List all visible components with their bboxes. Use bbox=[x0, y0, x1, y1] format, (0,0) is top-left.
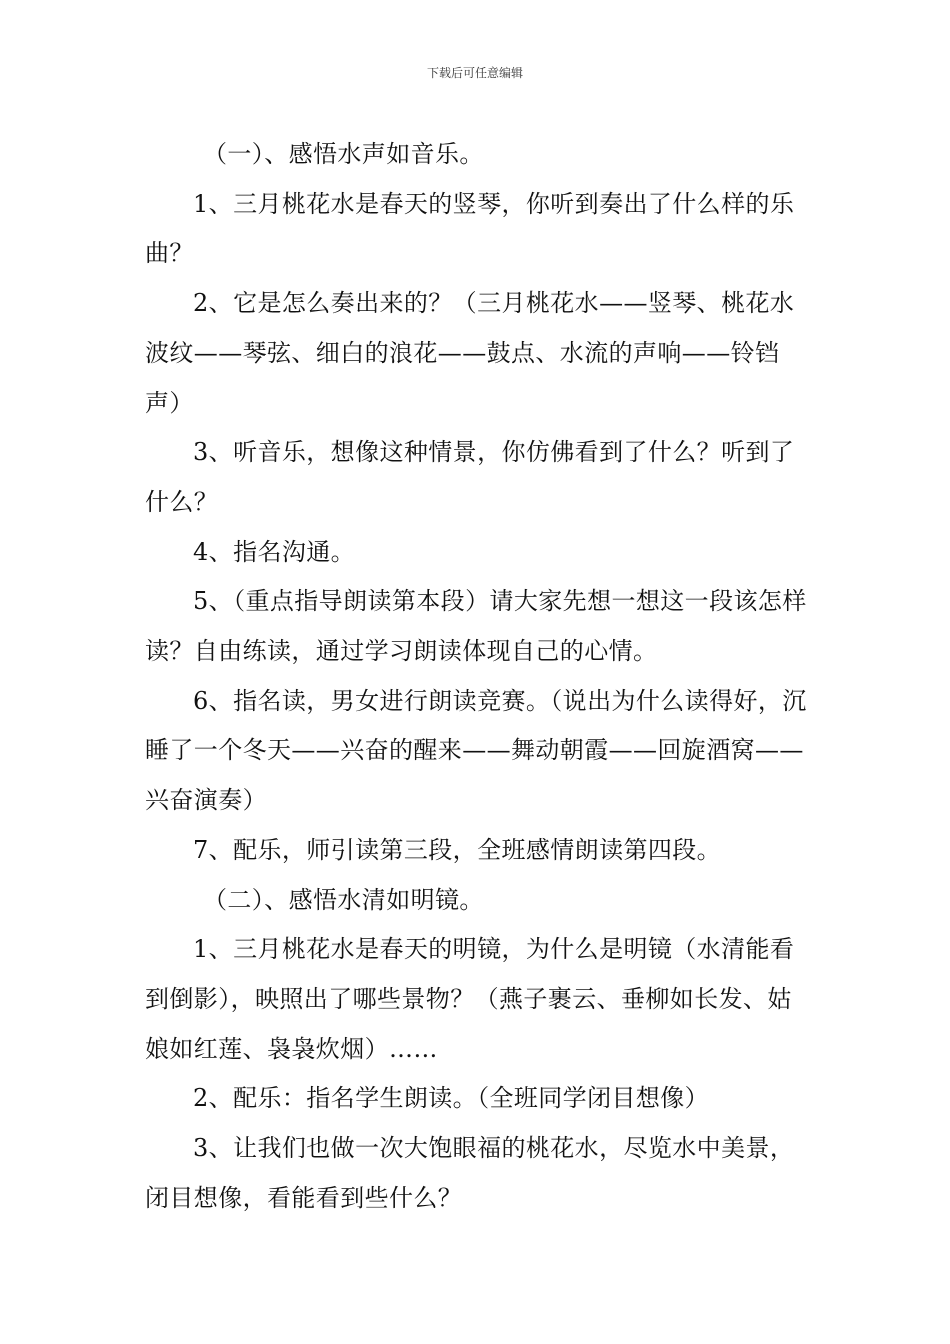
page-header: 下载后可任意编辑 bbox=[426, 66, 523, 80]
paragraph-1-5: 5、（重点指导朗读第本段）请大家先想一想这一段该怎样读？自由练读，通过学习朗读体现自己的心情。 bbox=[145, 587, 807, 666]
paragraph-1-6: 6、指名读，男女进行朗读竞赛。（说出为什么读得好，沉睡了一个冬天——兴奋的醒来——舞动朝霞——回旋酒窝——兴奋演奏） bbox=[145, 686, 807, 815]
paragraph-1-2: 2、它是怎么奏出来的？（三月桃花水——竖琴、桃花水波纹——琴弦、细白的浪花——鼓点、水流的声响——铃铛声） bbox=[145, 289, 795, 417]
section-heading-2: （二）、感悟水清如明镜。 bbox=[203, 885, 484, 914]
paragraph-1-7: 7、配乐，师引读第三段，全班感情朗读第四段。 bbox=[193, 835, 722, 864]
paragraph-1-1: 1、三月桃花水是春天的竖琴，你听到奏出了什么样的乐曲？ bbox=[145, 189, 795, 268]
paragraph-2-2: 2、配乐：指名学生朗读。（全班同学闭目想像） bbox=[193, 1084, 710, 1113]
document-body bbox=[145, 130, 815, 1223]
section-heading-1: （一）、感悟水声如音乐。 bbox=[203, 140, 484, 168]
paragraph-1-3: 3、听音乐，想像这种情景，你仿佛看到了什么？听到了什么？ bbox=[145, 438, 795, 516]
paragraph-2-3: 3、让我们也做一次大饱眼福的桃花水，尽览水中美景，闭目想像，看能看到些什么？ bbox=[145, 1134, 795, 1212]
paragraph-2-1: 1、三月桃花水是春天的明镜，为什么是明镜（水清能看到倒影），映照出了哪些景物？（燕子裹云、垂柳如长发、姑娘如红莲、袅袅炊烟）…… bbox=[145, 935, 795, 1063]
paragraph-1-4: 4、指名沟通。 bbox=[193, 537, 356, 566]
